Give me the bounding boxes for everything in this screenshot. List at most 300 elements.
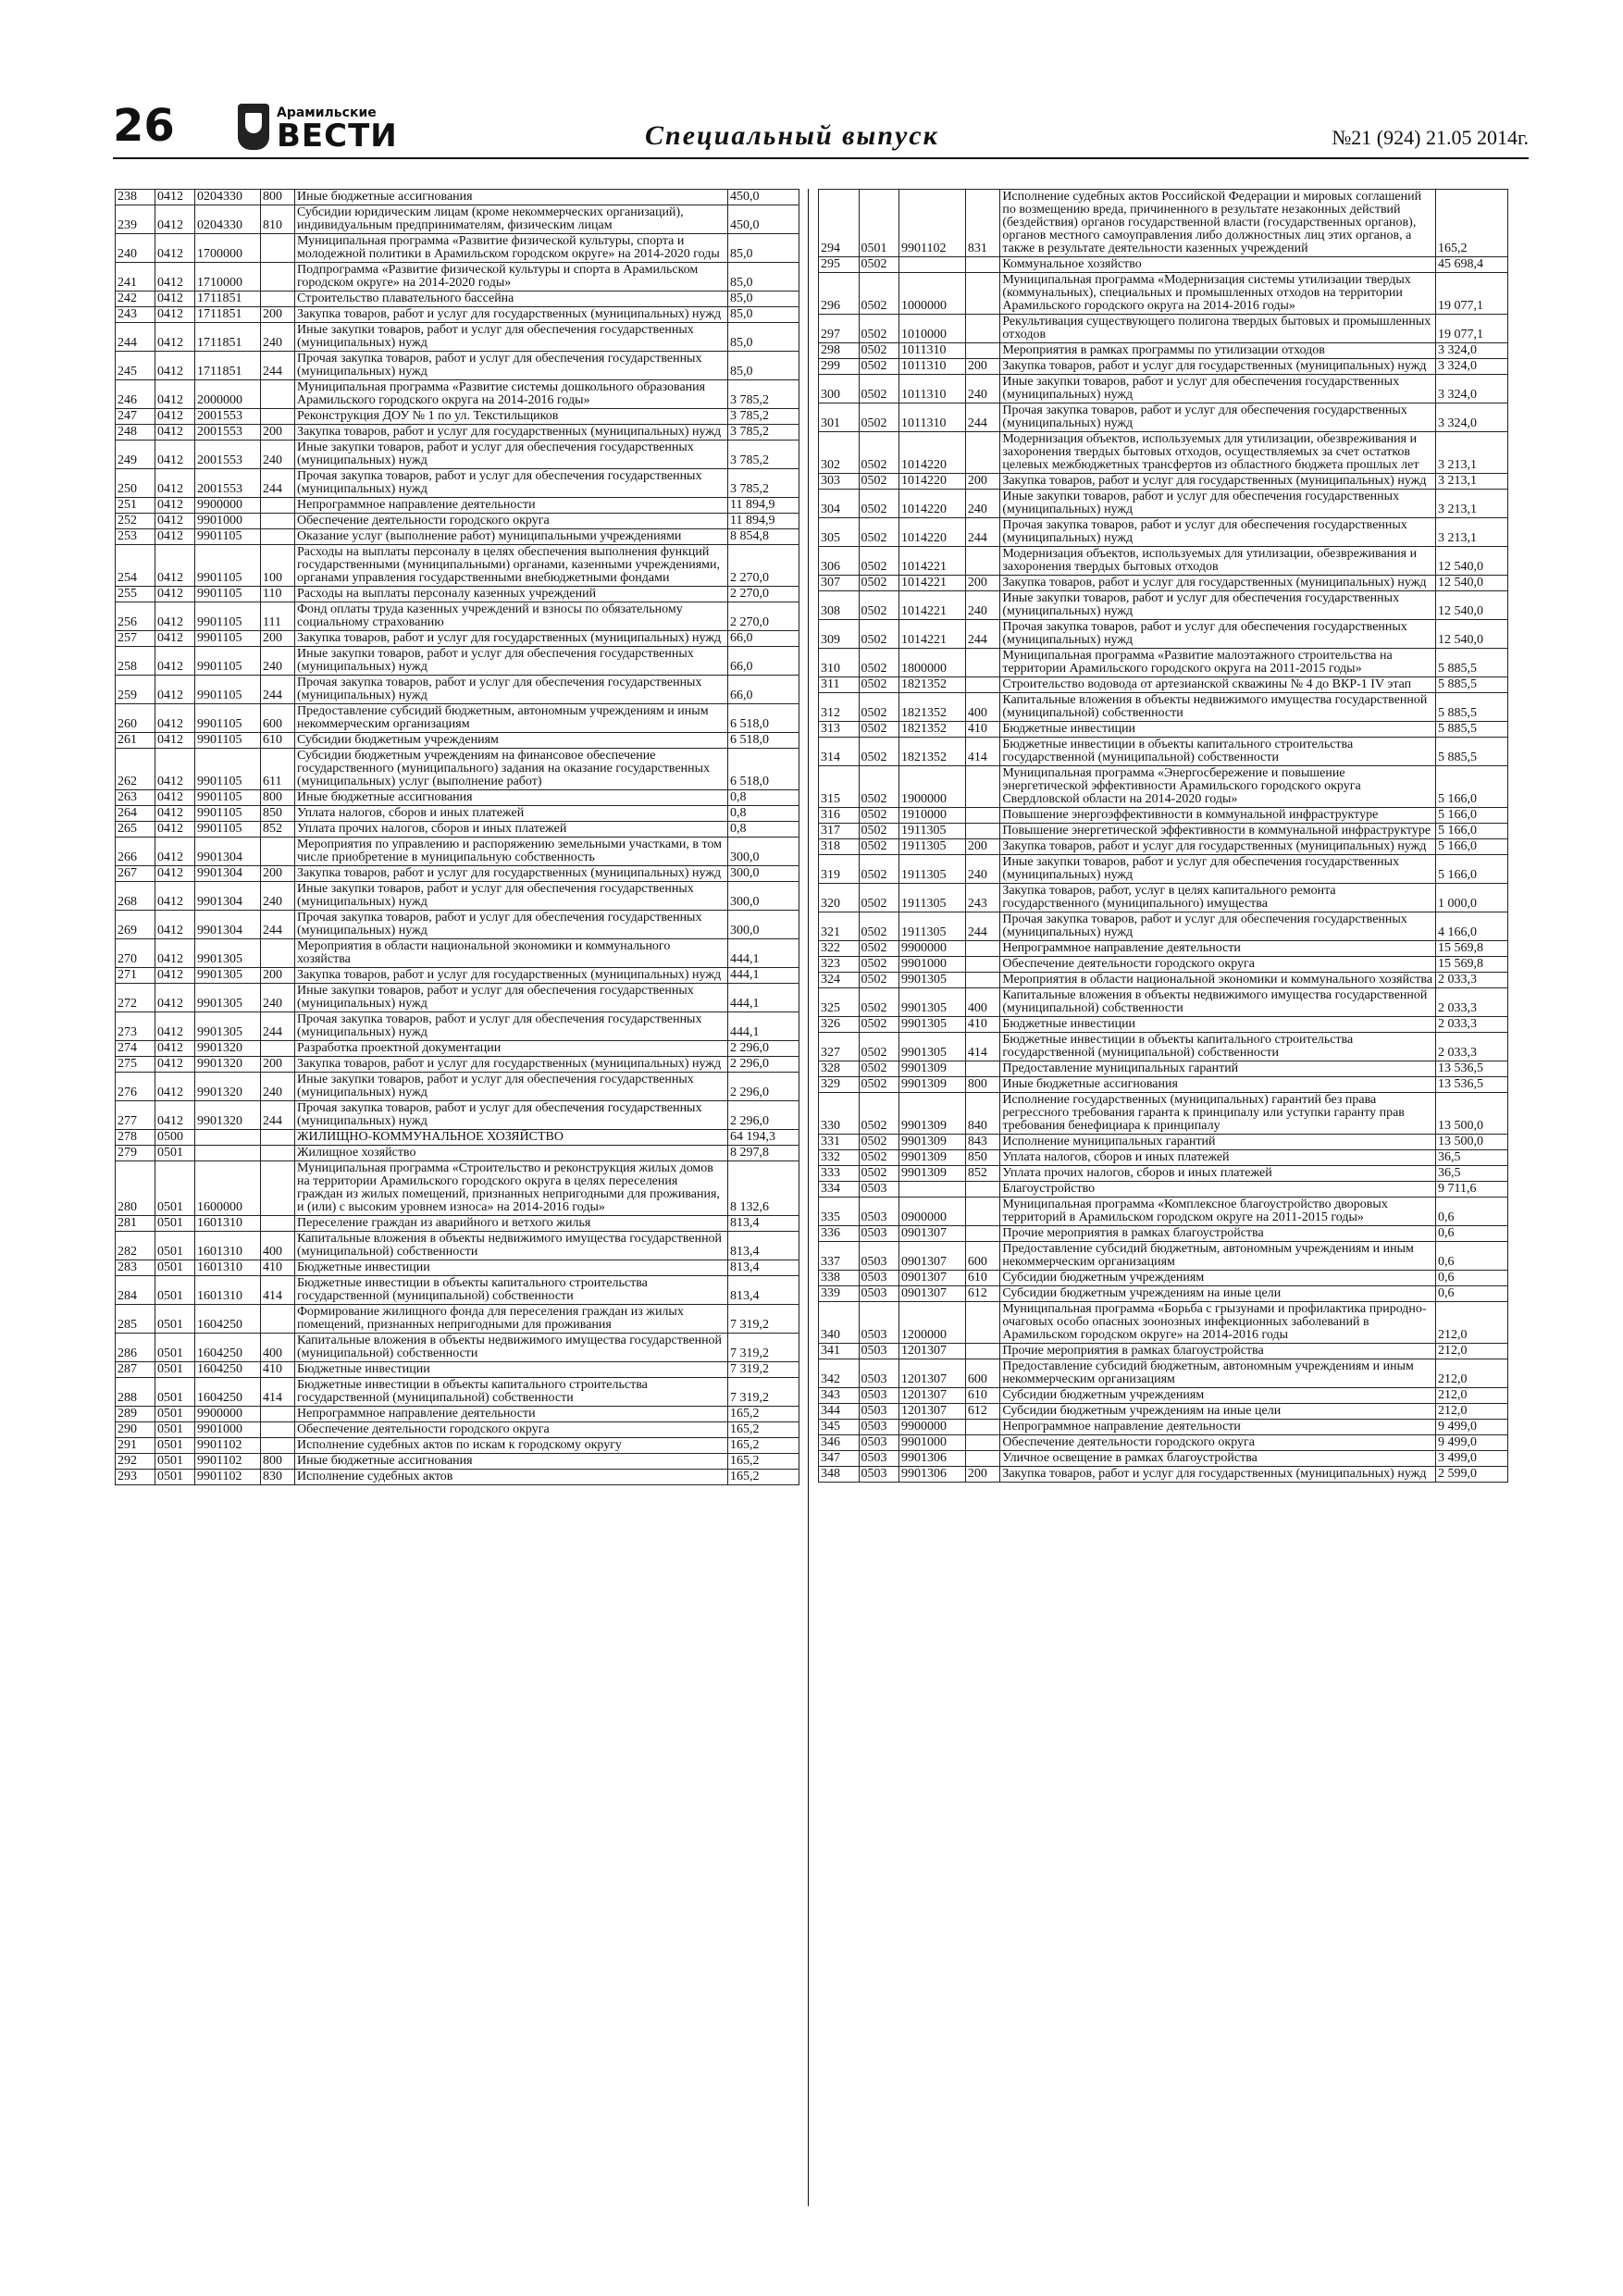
table-cell: Предоставление субсидий бюджетным, автономным учреждениям и иным некоммерческим организациям xyxy=(1000,1359,1436,1388)
table-cell: 0412 xyxy=(155,380,195,409)
table-cell: Непрограммное направление деятельности xyxy=(1000,941,1436,957)
table-cell: 165,2 xyxy=(728,1422,799,1438)
table-cell: 300,0 xyxy=(728,882,799,911)
table-cell: 1711851 xyxy=(195,352,261,380)
table-cell: 850 xyxy=(965,1150,999,1166)
table-cell: 348 xyxy=(819,1467,860,1483)
table-cell: Уплата прочих налогов, сборов и иных платежей xyxy=(295,822,728,838)
table-cell: Уличное освещение в рамках благоустройства xyxy=(1000,1451,1436,1467)
table-cell: 410 xyxy=(261,1260,295,1276)
table-cell xyxy=(261,514,295,529)
table-cell: 7 319,2 xyxy=(728,1378,799,1407)
table-cell: 12 540,0 xyxy=(1436,620,1508,649)
table-row xyxy=(819,403,1508,432)
table-cell xyxy=(261,939,295,968)
table-cell xyxy=(261,1438,295,1454)
table-cell: 611 xyxy=(261,749,295,790)
table-cell: 0502 xyxy=(859,722,899,738)
table-cell: 0502 xyxy=(859,257,899,273)
table-cell: 9 499,0 xyxy=(1436,1435,1508,1451)
table-cell: 0502 xyxy=(859,808,899,824)
table-cell: 340 xyxy=(819,1302,860,1344)
table-cell: 2 599,0 xyxy=(1436,1467,1508,1483)
table-cell xyxy=(261,1407,295,1422)
table-cell xyxy=(965,1344,999,1359)
table-cell: 3 213,1 xyxy=(1436,432,1508,474)
table-cell xyxy=(965,808,999,824)
table-cell: 1014220 xyxy=(899,474,966,490)
table-row xyxy=(819,359,1508,375)
table-cell: 302 xyxy=(819,432,860,474)
table-cell: 0503 xyxy=(859,1420,899,1435)
table-cell: 12 540,0 xyxy=(1436,576,1508,591)
table-cell: Обеспечение деятельности городского округа xyxy=(1000,1435,1436,1451)
table-cell: 5 166,0 xyxy=(1436,855,1508,884)
table-cell xyxy=(965,432,999,474)
table-cell: Бюджетные инвестиции в объекты капитального строительства государственной (муниципальной) собственности xyxy=(295,1276,728,1305)
table-cell: 0501 xyxy=(155,1334,195,1362)
table-cell: 0502 xyxy=(859,973,899,988)
table-cell xyxy=(261,1161,295,1216)
table-row xyxy=(819,474,1508,490)
table-cell: 3 499,0 xyxy=(1436,1451,1508,1467)
table-cell: 0501 xyxy=(155,1407,195,1422)
table-cell: Муниципальная программа «Комплексное благоустройство дворовых территорий в Арамильском городском округе на 2011-2015 годы» xyxy=(1000,1198,1436,1226)
table-cell: 0502 xyxy=(859,649,899,677)
table-cell: 2001553 xyxy=(195,441,261,469)
table-cell: 66,0 xyxy=(728,647,799,676)
table-cell: 301 xyxy=(819,403,860,432)
table-row xyxy=(819,1302,1508,1344)
table-cell: 0412 xyxy=(155,911,195,939)
table-cell: 322 xyxy=(819,941,860,957)
table-cell: 12 540,0 xyxy=(1436,547,1508,576)
table-cell: 1010000 xyxy=(899,315,966,343)
table-cell: 0901307 xyxy=(899,1271,966,1286)
table-row xyxy=(819,1420,1508,1435)
issue-number: №21 (924) 21.05 2014г. xyxy=(1332,126,1529,149)
table-cell: 0501 xyxy=(859,190,899,257)
table-cell: 9901304 xyxy=(195,838,261,866)
table-cell: 110 xyxy=(261,587,295,602)
table-cell: 3 785,2 xyxy=(728,425,799,441)
table-cell: Обеспечение деятельности городского округа xyxy=(295,514,728,529)
table-cell: 240 xyxy=(261,882,295,911)
table-cell: 5 166,0 xyxy=(1436,839,1508,855)
table-cell: 9901105 xyxy=(195,790,261,806)
table-cell: 9901102 xyxy=(195,1470,261,1485)
table-cell: 1601310 xyxy=(195,1276,261,1305)
table-cell: 0412 xyxy=(155,676,195,704)
table-cell: 410 xyxy=(261,1362,295,1378)
table-cell: 2 033,3 xyxy=(1436,973,1508,988)
table-cell: 800 xyxy=(261,1454,295,1470)
table-row xyxy=(116,984,799,1012)
table-cell: 2 033,3 xyxy=(1436,988,1508,1017)
table-cell: 0412 xyxy=(155,323,195,352)
table-cell: 310 xyxy=(819,649,860,677)
table-cell xyxy=(261,838,295,866)
table-cell: 5 885,5 xyxy=(1436,649,1508,677)
table-cell xyxy=(965,1182,999,1198)
table-cell: Непрограммное направление деятельности xyxy=(295,1407,728,1422)
table-cell: 7 319,2 xyxy=(728,1362,799,1378)
table-cell: Прочая закупка товаров, работ и услуг для обеспечения государственных (муниципальных) нужд xyxy=(1000,912,1436,941)
table-cell: Иные закупки товаров, работ и услуг для обеспечения государственных (муниципальных) нужд xyxy=(1000,490,1436,518)
table-cell: 0502 xyxy=(859,591,899,620)
table-cell: 1700000 xyxy=(195,234,261,263)
table-cell: 336 xyxy=(819,1226,860,1242)
table-cell: 200 xyxy=(965,1467,999,1483)
table-row xyxy=(819,518,1508,547)
table-row xyxy=(116,602,799,631)
table-cell: 0502 xyxy=(859,518,899,547)
table-row xyxy=(819,1451,1508,1467)
header-rule xyxy=(113,157,1529,159)
table-cell: 3 213,1 xyxy=(1436,474,1508,490)
table-cell: 240 xyxy=(261,323,295,352)
table-cell: 0503 xyxy=(859,1435,899,1451)
table-cell: 200 xyxy=(965,359,999,375)
table-cell: Уплата налогов, сборов и иных платежей xyxy=(295,806,728,822)
table-row xyxy=(819,591,1508,620)
table-row xyxy=(116,1073,799,1101)
table-cell: 9901102 xyxy=(195,1438,261,1454)
table-cell: 314 xyxy=(819,738,860,766)
table-row xyxy=(819,766,1508,808)
table-cell: 1711851 xyxy=(195,323,261,352)
table-row xyxy=(116,1260,799,1276)
table-cell xyxy=(965,1198,999,1226)
table-cell: 9901105 xyxy=(195,545,261,587)
table-cell: 1014221 xyxy=(899,620,966,649)
table-cell: 1014220 xyxy=(899,518,966,547)
table-cell: 254 xyxy=(116,545,155,587)
table-cell: 0412 xyxy=(155,602,195,631)
table-cell xyxy=(965,1420,999,1435)
table-cell: 243 xyxy=(965,884,999,912)
table-row xyxy=(819,1150,1508,1166)
table-cell: 66,0 xyxy=(728,676,799,704)
table-cell: 0503 xyxy=(859,1198,899,1226)
table-cell: 212,0 xyxy=(1436,1404,1508,1420)
table-cell: 1600000 xyxy=(195,1161,261,1216)
table-cell: 1821352 xyxy=(899,738,966,766)
table-cell: 345 xyxy=(819,1420,860,1435)
table-cell: 250 xyxy=(116,469,155,498)
table-cell: Закупка товаров, работ и услуг для государственных (муниципальных) нужд xyxy=(1000,1467,1436,1483)
table-cell: 0412 xyxy=(155,647,195,676)
table-cell: 1711851 xyxy=(195,307,261,323)
table-cell: 0502 xyxy=(859,547,899,576)
table-cell: 612 xyxy=(965,1286,999,1302)
table-cell: 0412 xyxy=(155,631,195,647)
table-cell: 290 xyxy=(116,1422,155,1438)
table-cell: 0502 xyxy=(859,1150,899,1166)
table-cell: 238 xyxy=(116,190,155,205)
table-cell: Муниципальная программа «Развитие системы дошкольного образования Арамильского городского округа на 2014-2016 годы» xyxy=(295,380,728,409)
table-cell: Субсидии бюджетным учреждениям на иные цели xyxy=(1000,1286,1436,1302)
table-cell: Переселение граждан из аварийного и ветхого жилья xyxy=(295,1216,728,1232)
table-cell: 291 xyxy=(116,1438,155,1454)
table-cell: 9900000 xyxy=(195,498,261,514)
table-cell: 8 132,6 xyxy=(728,1161,799,1216)
table-cell: 261 xyxy=(116,733,155,749)
table-cell: 1604250 xyxy=(195,1334,261,1362)
table-cell xyxy=(965,941,999,957)
table-cell: 0502 xyxy=(859,273,899,315)
table-cell: Предоставление субсидий бюджетным, автономным учреждениям и иным некоммерческим организациям xyxy=(1000,1242,1436,1271)
table-cell: 0412 xyxy=(155,806,195,822)
table-cell: 0502 xyxy=(859,677,899,693)
table-cell: 244 xyxy=(261,676,295,704)
table-cell: 0501 xyxy=(155,1362,195,1378)
table-cell: 0501 xyxy=(155,1438,195,1454)
table-cell: 244 xyxy=(965,620,999,649)
table-cell: 800 xyxy=(261,790,295,806)
table-cell: Муниципальная программа «Развитие физической культуры, спорта и молодежной политики в Арамильском городском округе» на 2014-2020 годы xyxy=(295,234,728,263)
table-cell: 244 xyxy=(261,911,295,939)
table-cell: 0503 xyxy=(859,1388,899,1404)
table-cell: 85,0 xyxy=(728,234,799,263)
table-cell: 0503 xyxy=(859,1271,899,1286)
table-row xyxy=(116,1378,799,1407)
table-row xyxy=(819,1388,1508,1404)
table-cell xyxy=(965,273,999,315)
table-cell: 303 xyxy=(819,474,860,490)
table-cell: 2 270,0 xyxy=(728,545,799,587)
table-cell: 9901105 xyxy=(195,631,261,647)
table-cell: Обеспечение деятельности городского округа xyxy=(1000,957,1436,973)
table-cell: 0502 xyxy=(859,855,899,884)
table-cell: 9901305 xyxy=(899,1033,966,1061)
table-row xyxy=(819,957,1508,973)
table-row xyxy=(116,1362,799,1378)
table-cell: 2001553 xyxy=(195,409,261,425)
table-cell: 0501 xyxy=(155,1260,195,1276)
table-cell: 308 xyxy=(819,591,860,620)
table-row xyxy=(819,824,1508,839)
table-cell: 284 xyxy=(116,1276,155,1305)
table-cell: 66,0 xyxy=(728,631,799,647)
table-cell: 0501 xyxy=(155,1161,195,1216)
table-cell: 0412 xyxy=(155,587,195,602)
table-cell: 7 319,2 xyxy=(728,1334,799,1362)
table-cell: 610 xyxy=(261,733,295,749)
table-cell: 268 xyxy=(116,882,155,911)
table-cell xyxy=(965,957,999,973)
table-cell: 0502 xyxy=(859,912,899,941)
table-cell: Мероприятия в области национальной экономики и коммунального хозяйства xyxy=(295,939,728,968)
table-cell: 3 785,2 xyxy=(728,469,799,498)
table-cell: 810 xyxy=(261,205,295,234)
table-cell: 200 xyxy=(261,866,295,882)
table-cell: 9901102 xyxy=(899,190,966,257)
table-cell: 0412 xyxy=(155,441,195,469)
table-cell: 0412 xyxy=(155,733,195,749)
table-cell: 9901306 xyxy=(899,1451,966,1467)
table-cell: Прочая закупка товаров, работ и услуг для обеспечения государственных (муниципальных) нужд xyxy=(295,469,728,498)
table-cell: 1014220 xyxy=(899,432,966,474)
table-cell: 1011310 xyxy=(899,359,966,375)
table-cell: 1911305 xyxy=(899,884,966,912)
table-cell: 0412 xyxy=(155,1041,195,1057)
table-cell: 300 xyxy=(819,375,860,403)
table-cell: 338 xyxy=(819,1271,860,1286)
table-cell: Муниципальная программа «Развитие малоэтажного строительства на территории Арамильского городского округа на 2011-2015 годы» xyxy=(1000,649,1436,677)
table-cell: 15 569,8 xyxy=(1436,957,1508,973)
table-cell: 0502 xyxy=(859,432,899,474)
table-cell: Мероприятия по управлению и распоряжению земельными участками, в том числе приобретение в муниципальную собственность xyxy=(295,838,728,866)
table-cell: 295 xyxy=(819,257,860,273)
table-cell: Капитальные вложения в объекты недвижимого имущества государственной (муниципальной) собственности xyxy=(295,1334,728,1362)
table-row xyxy=(819,1017,1508,1033)
table-cell: 813,4 xyxy=(728,1276,799,1305)
table-cell: 0501 xyxy=(155,1454,195,1470)
table-cell: 5 166,0 xyxy=(1436,808,1508,824)
table-row xyxy=(116,733,799,749)
table-cell: 1601310 xyxy=(195,1216,261,1232)
table-cell: Муниципальная программа «Строительство и реконструкция жилых домов на территории Арамильского городского округа в целях переселения граждан из жилых помещений, признанных непригодными для проживания, и (или) с высоким уровнем износа» на 2014-2016 годы» xyxy=(295,1161,728,1216)
table-cell: Муниципальная программа «Энергосбережение и повышение энергетической эффективности Арамильского городского округа Свердловской области на 2014-2020 годы» xyxy=(1000,766,1436,808)
table-row xyxy=(819,315,1508,343)
table-cell xyxy=(965,1451,999,1467)
table-cell: 280 xyxy=(116,1161,155,1216)
table-cell: 852 xyxy=(965,1166,999,1182)
table-row xyxy=(819,1286,1508,1302)
table-cell: 244 xyxy=(116,323,155,352)
table-cell: 1014220 xyxy=(899,490,966,518)
table-cell: 1 000,0 xyxy=(1436,884,1508,912)
table-cell: 9901309 xyxy=(899,1135,966,1150)
table-cell: 9901305 xyxy=(899,973,966,988)
table-cell: 240 xyxy=(965,855,999,884)
table-cell xyxy=(261,380,295,409)
table-cell xyxy=(965,315,999,343)
table-cell: 1911305 xyxy=(899,912,966,941)
table-cell: 0,6 xyxy=(1436,1271,1508,1286)
table-cell: 0503 xyxy=(859,1344,899,1359)
table-row xyxy=(116,380,799,409)
table-cell: Непрограммное направление деятельности xyxy=(295,498,728,514)
table-row xyxy=(819,808,1508,824)
table-cell: 813,4 xyxy=(728,1232,799,1260)
table-cell: 3 785,2 xyxy=(728,409,799,425)
table-cell: 9901309 xyxy=(899,1150,966,1166)
table-cell: 240 xyxy=(965,490,999,518)
table-cell: 0412 xyxy=(155,1073,195,1101)
table-cell: Субсидии бюджетным учреждениям xyxy=(295,733,728,749)
table-cell: 200 xyxy=(261,1057,295,1073)
table-cell: 800 xyxy=(965,1077,999,1093)
table-cell: 2001553 xyxy=(195,425,261,441)
table-cell: Прочая закупка товаров, работ и услуг для обеспечения государственных (муниципальных) нужд xyxy=(1000,403,1436,432)
table-row xyxy=(116,704,799,733)
table-cell: 1911305 xyxy=(899,824,966,839)
table-cell xyxy=(899,257,966,273)
table-cell: 0502 xyxy=(859,375,899,403)
table-row xyxy=(116,1232,799,1260)
table-cell: 2 296,0 xyxy=(728,1041,799,1057)
table-row xyxy=(819,432,1508,474)
table-cell: Непрограммное направление деятельности xyxy=(1000,1420,1436,1435)
table-cell: 300,0 xyxy=(728,838,799,866)
table-cell: 165,2 xyxy=(728,1470,799,1485)
table-cell: Капитальные вложения в объекты недвижимого имущества государственной (муниципальной) собственности xyxy=(295,1232,728,1260)
table-cell: 262 xyxy=(116,749,155,790)
table-cell: Бюджетные инвестиции в объекты капитального строительства государственной (муниципальной) собственности xyxy=(295,1378,728,1407)
table-row xyxy=(819,1182,1508,1198)
table-cell: 278 xyxy=(116,1130,155,1146)
table-cell: 450,0 xyxy=(728,205,799,234)
table-cell xyxy=(261,1041,295,1057)
table-cell: 0412 xyxy=(155,263,195,292)
table-cell: 0412 xyxy=(155,498,195,514)
table-cell: 306 xyxy=(819,547,860,576)
table-cell: 19 077,1 xyxy=(1436,273,1508,315)
table-row xyxy=(116,469,799,498)
table-cell: 9901105 xyxy=(195,647,261,676)
table-cell: 111 xyxy=(261,602,295,631)
table-cell: 600 xyxy=(965,1242,999,1271)
table-cell: 410 xyxy=(965,1017,999,1033)
table-cell: 9901000 xyxy=(899,1435,966,1451)
table-cell: 0412 xyxy=(155,425,195,441)
table-cell: Фонд оплаты труда казенных учреждений и взносы по обязательному социальному страхованию xyxy=(295,602,728,631)
table-cell: 0502 xyxy=(859,1077,899,1093)
table-cell: 244 xyxy=(261,469,295,498)
table-cell: 294 xyxy=(819,190,860,257)
table-cell: 165,2 xyxy=(1436,190,1508,257)
table-cell: Предоставление субсидий бюджетным, автономным учреждениям и иным некоммерческим организациям xyxy=(295,704,728,733)
table-cell: 299 xyxy=(819,359,860,375)
table-cell: 289 xyxy=(116,1407,155,1422)
table-cell: Закупка товаров, работ и услуг для государственных (муниципальных) нужд xyxy=(295,1057,728,1073)
table-row xyxy=(116,1012,799,1041)
table-cell xyxy=(965,649,999,677)
table-cell: 840 xyxy=(965,1093,999,1135)
table-cell: Бюджетные инвестиции в объекты капитального строительства государственной (муниципальной) собственности xyxy=(1000,1033,1436,1061)
table-cell: 0,6 xyxy=(1436,1242,1508,1271)
table-row xyxy=(116,205,799,234)
table-cell: 272 xyxy=(116,984,155,1012)
table-cell: 0502 xyxy=(859,1033,899,1061)
table-row xyxy=(819,1435,1508,1451)
table-cell: 277 xyxy=(116,1101,155,1130)
table-cell: Бюджетные инвестиции xyxy=(295,1260,728,1276)
table-cell: 9901304 xyxy=(195,866,261,882)
table-cell: Исполнение муниципальных гарантий xyxy=(1000,1135,1436,1150)
table-cell xyxy=(261,292,295,307)
table-cell: 0502 xyxy=(859,884,899,912)
table-cell: 1910000 xyxy=(899,808,966,824)
table-cell: 297 xyxy=(819,315,860,343)
table-cell: 0412 xyxy=(155,514,195,529)
table-cell: 5 166,0 xyxy=(1436,824,1508,839)
table-cell: 1014221 xyxy=(899,547,966,576)
table-cell: Бюджетные инвестиции xyxy=(1000,1017,1436,1033)
table-cell: Мероприятия в области национальной экономики и коммунального хозяйства xyxy=(1000,973,1436,988)
table-row xyxy=(819,1467,1508,1483)
table-cell: 0501 xyxy=(155,1422,195,1438)
table-cell: 0204330 xyxy=(195,190,261,205)
table-cell: 263 xyxy=(116,790,155,806)
table-cell: 813,4 xyxy=(728,1260,799,1276)
table-cell: 2 270,0 xyxy=(728,602,799,631)
table-cell: Благоустройство xyxy=(1000,1182,1436,1198)
table-cell xyxy=(261,234,295,263)
table-row xyxy=(819,1166,1508,1182)
